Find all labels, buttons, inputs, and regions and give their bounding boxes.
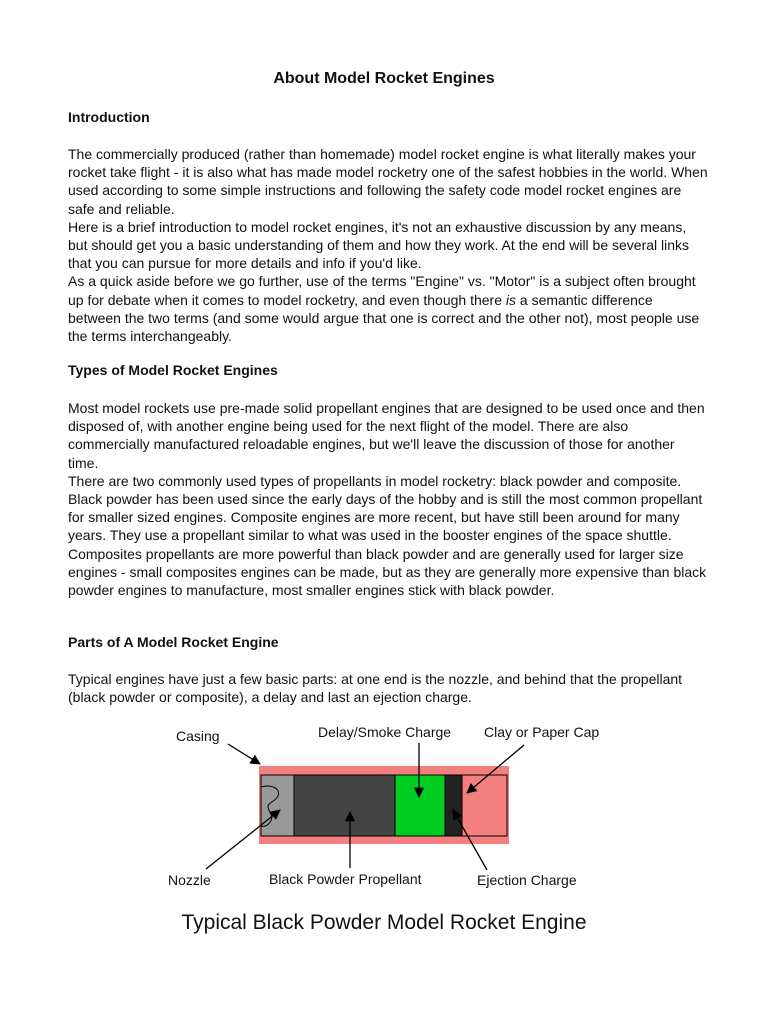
intro-paragraph-1: The commercially produced (rather than homemade) model rocket engine is what literally makes your rocket take flight - it is also what has made model rocketry one of the safest hobbies in the world. When used according to some simple instructions and following the safety code model rocket engines are safe and reliable.: [68, 146, 708, 217]
engine-nozzle: [261, 775, 294, 836]
parts-heading: Parts of A Model Rocket Engine: [68, 634, 279, 650]
label-ejection: Ejection Charge: [477, 872, 577, 888]
label-nozzle: Nozzle: [168, 872, 211, 888]
intro-section: [68, 145, 708, 345]
intro-p3-text-a: As a quick aside before we go further, use of the terms "Engine" vs. "Motor" is a subject often brought up for debate when it comes to model rocketry, and even though there: [68, 273, 696, 308]
intro-heading: Introduction: [68, 109, 150, 125]
parts-paragraph-1: Typical engines have just a few basic parts: at one end is the nozzle, and behind that the propellant (black powder or composite), a delay and last an ejection charge.: [68, 671, 683, 706]
parts-section: [68, 670, 708, 706]
engine-ejection-charge: [445, 775, 462, 836]
intro-p3-text-b: a semantic difference between the two terms (and some would argue that one is correct and the other not), most people use the terms interchangeably.: [68, 291, 700, 345]
types-paragraph-1: Most model rockets use pre-made solid propellant engines that are designed to be used once and then disposed of, with another engine being used for the next flight of the model. There are also commercially manufactured reloadable engines, but we'll leave the discussion of those for another time.: [68, 400, 705, 471]
intro-paragraph-3: [68, 272, 708, 345]
rocket-engine-diagram: [0, 712, 768, 942]
types-paragraph-2: There are two commonly used types of propellants in model rocketry: black powder and composite. Black powder has been used since the early days of the hobby and is still the most common propellant for smaller sized engines. Composite engines are more recent, but have still been around for many years. They use a propellant similar to what was used in the booster engines of the space shuttle. Composites propellants are more powerful than black powder and are generally used for larger size engines - small composites engines can be made, but as they are generally more expensive than black powder engines to manufacture, most smaller engines stick with black powder.: [68, 472, 707, 599]
page-title: About Model Rocket Engines: [273, 70, 495, 87]
engine-propellant: [294, 775, 395, 836]
intro-paragraph-2: Here is a brief introduction to model rocket engines, it's not an exhaustive discussion by any means, but should get you a basic understanding of them and how they work. At the end will be several links that you can pursue for more details and info if you'd like.: [68, 218, 690, 272]
types-section: [68, 399, 708, 599]
label-delay: Delay/Smoke Charge: [318, 724, 452, 740]
label-casing: Casing: [176, 728, 220, 744]
types-heading: Types of Model Rocket Engines: [68, 362, 278, 378]
intro-p3-emphasis: is: [505, 291, 517, 308]
arrow-casing: [228, 744, 260, 764]
label-propellant: Black Powder Propellant: [269, 871, 422, 887]
engine-cap: [462, 775, 507, 836]
label-cap: Clay or Paper Cap: [484, 724, 600, 740]
diagram-caption: Typical Black Powder Model Rocket Engine: [181, 911, 587, 934]
engine-delay-charge: [395, 775, 445, 836]
